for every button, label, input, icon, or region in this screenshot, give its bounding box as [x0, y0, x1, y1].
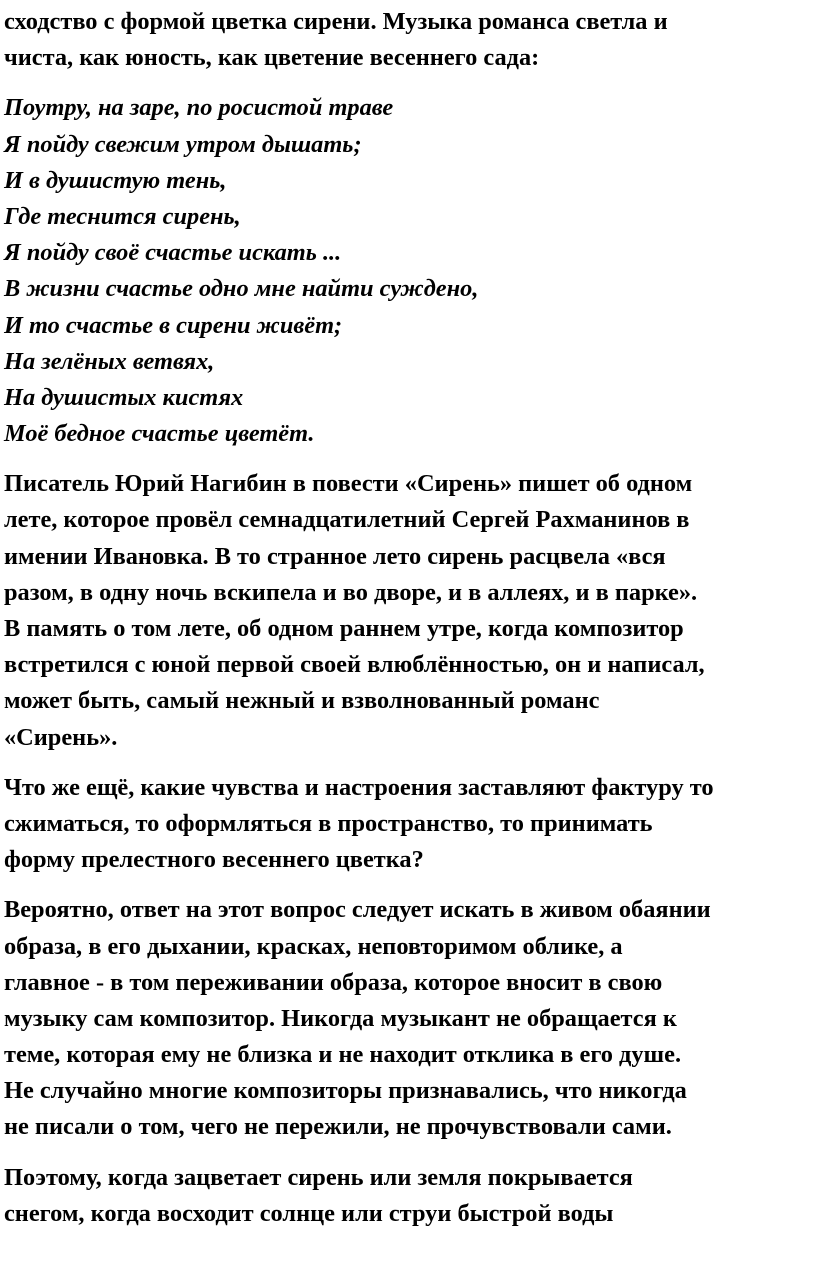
- text-line: может быть, самый нежный и взволнованный романс: [4, 687, 600, 715]
- text-line: теме, которая ему не близка и не находит отклика в его душе.: [4, 1041, 682, 1069]
- text-line: имении Ивановка. В то странное лето сирень расцвела «вся: [4, 542, 666, 570]
- poem-line: В жизни счастье одно мне найти суждено,: [4, 275, 479, 303]
- poem-line: Поутру, на заре, по росистой траве: [4, 94, 394, 122]
- text-line: Писатель Юрий Нагибин в повести «Сирень» пишет об одном: [4, 470, 693, 498]
- poem-line: Где теснится сирень,: [4, 202, 241, 230]
- paragraph-answer: [4, 892, 816, 1145]
- poem-line: Я пойду свежим утром дышать;: [4, 130, 362, 158]
- text-line: Не случайно многие композиторы признавались, что никогда: [4, 1077, 687, 1105]
- text-line: чиста, как юность, как цветение весеннего сада:: [4, 44, 540, 72]
- paragraph-nagibin: [4, 466, 816, 756]
- poem-line: Я пойду своё счастье искать ...: [4, 239, 342, 267]
- poem-line: И то счастье в сирени живёт;: [4, 311, 343, 339]
- text-line: В память о том лете, об одном раннем утре, когда композитор: [4, 615, 684, 642]
- text-line: образа, в его дыхании, красках, неповторимом облике, а: [4, 932, 623, 960]
- text-line: снегом, когда восходит солнце или струи быстрой воды: [4, 1199, 614, 1227]
- text-line: Поэтому, когда зацветает сирень или земля покрывается: [4, 1163, 633, 1191]
- text-line: лете, которое провёл семнадцатилетний Сергей Рахманинов в: [4, 506, 690, 534]
- text-line: встретился с юной первой своей влюблённостью, он и написал,: [4, 651, 705, 679]
- text-line: музыку сам композитор. Никогда музыкант не обращается к: [4, 1004, 677, 1032]
- text-line: разом, в одну ночь вскипела и во дворе, и в аллеях, и в парке».: [4, 578, 698, 606]
- paragraph-closing: [4, 1160, 816, 1232]
- paragraph-intro: [4, 4, 816, 76]
- document-page: [4, 4, 816, 1232]
- text-line: Вероятно, ответ на этот вопрос следует искать в живом обаянии: [4, 896, 711, 924]
- poem-line: Моё бедное счастье цветёт.: [4, 420, 315, 448]
- text-line: сходство с формой цветка сирени. Музыка романса светла и: [4, 8, 668, 35]
- paragraph-question: [4, 770, 816, 879]
- text-line: не писали о том, чего не пережили, не прочувствовали сами.: [4, 1113, 672, 1141]
- poem-line: На зелёных ветвях,: [4, 347, 215, 375]
- text-line: главное - в том переживании образа, которое вносит в свою: [4, 968, 663, 996]
- text-line: «Сирень».: [4, 723, 118, 751]
- poem-stanza: [4, 90, 816, 452]
- text-line: Что же ещё, какие чувства и настроения заставляют фактуру то: [4, 773, 714, 801]
- poem-line: На душистых кистях: [4, 383, 244, 411]
- poem-line: И в душистую тень,: [4, 166, 227, 194]
- text-line: форму прелестного весеннего цветка?: [4, 846, 424, 874]
- text-line: сжиматься, то оформляться в пространство, то принимать: [4, 809, 653, 837]
